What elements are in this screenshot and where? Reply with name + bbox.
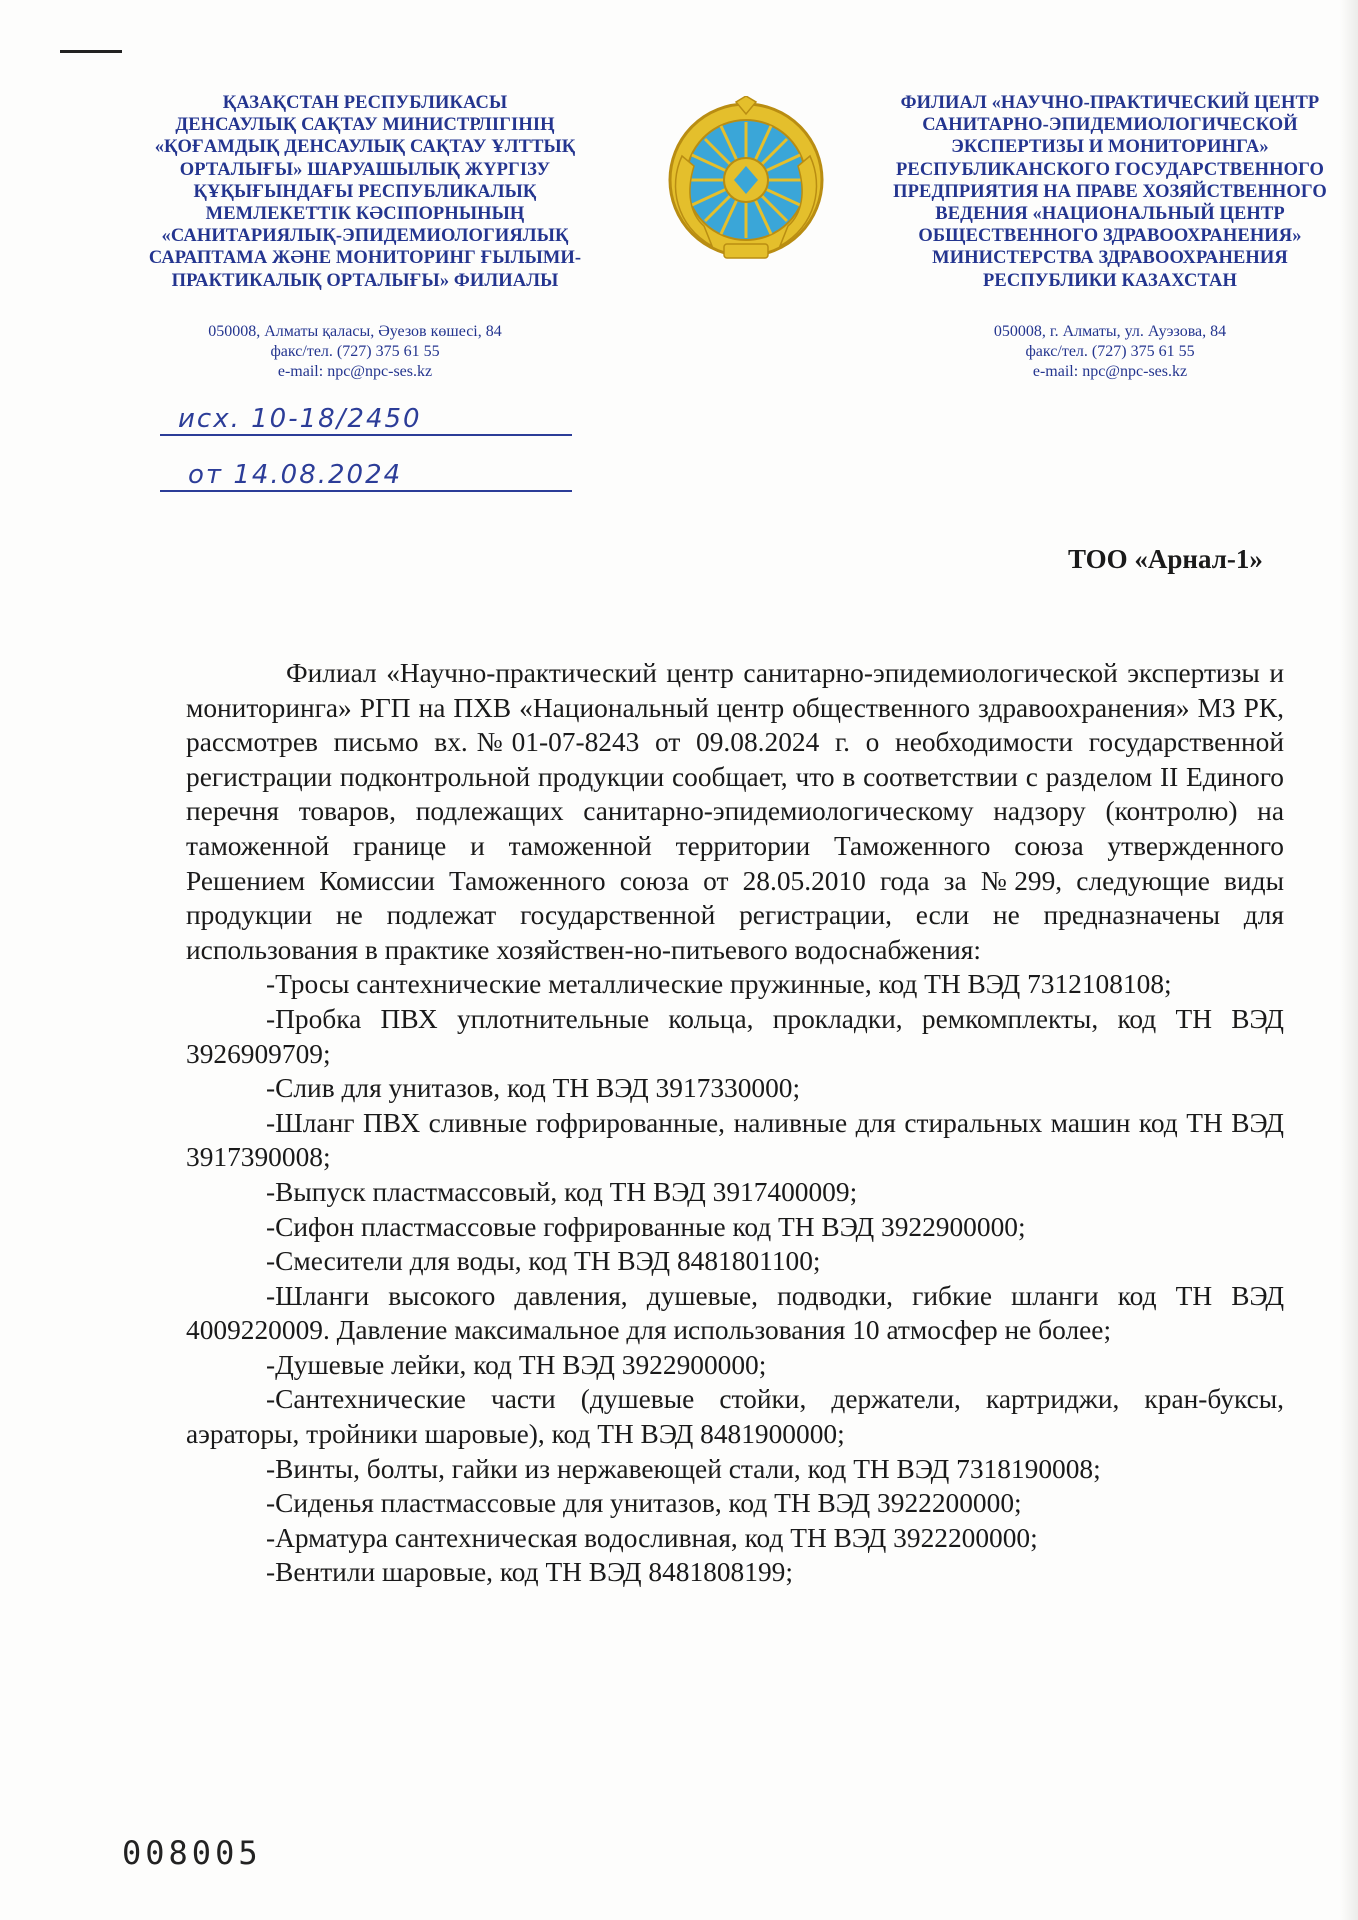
list-item: -Тросы сантехнические металлические пружинные, код ТН ВЭД 7312108108; bbox=[266, 969, 1172, 1000]
list-item: -Слив для унитазов, код ТН ВЭД 3917330000; bbox=[266, 1073, 801, 1104]
header-left-line: МЕМЛЕКЕТТІК КӘСІПОРНЫНЫҢ bbox=[205, 204, 525, 225]
address-left-phone: факс/тел. (727) 375 61 55 bbox=[270, 343, 440, 360]
outgoing-number: исх. 10-18/2450 bbox=[178, 404, 422, 434]
list-item: -Шланг ПВХ сливные гофрированные, наливные для стиральных машин код ТН ВЭД 3917390008; bbox=[186, 1107, 1284, 1173]
header-left-line: ПРАКТИКАЛЫҚ ОРТАЛЫҒЫ» ФИЛИАЛЫ bbox=[171, 270, 559, 291]
list-item: -Сифон пластмассовые гофрированные код ТН ВЭД 3922900000; bbox=[266, 1211, 1026, 1242]
list-item: -Выпуск пластмассовый, код ТН ВЭД 3917400009; bbox=[266, 1176, 858, 1207]
address-right-email: e-mail: npc@npc-ses.kz bbox=[1032, 363, 1188, 380]
scan-edge-shadow bbox=[1340, 0, 1358, 1920]
list-item: -Сиденья пластмассовые для унитазов, код ТН ВЭД 3922200000; bbox=[266, 1488, 1022, 1519]
top-mark bbox=[60, 50, 122, 53]
list-item: -Арматура сантехническая водосливная, код ТН ВЭД 3922200000; bbox=[266, 1522, 1038, 1553]
header-right-line: РЕСПУБЛИКАНСКОГО ГОСУДАРСТВЕННОГО bbox=[895, 159, 1324, 180]
list-item: -Смесители для воды, код ТН ВЭД 8481801100; bbox=[266, 1246, 821, 1277]
header-right-line: ЭКСПЕРТИЗЫ И МОНИТОРИНГА» bbox=[951, 137, 1269, 158]
header-right-line: ФИЛИАЛ «НАУЧНО-ПРАКТИЧЕСКИЙ ЦЕНТР bbox=[900, 93, 1320, 113]
header-right-line: РЕСПУБЛИКИ КАЗАХСТАН bbox=[983, 270, 1237, 291]
header-right-line: ПРЕДПРИЯТИЯ НА ПРАВЕ ХОЗЯЙСТВЕННОГО bbox=[893, 181, 1327, 202]
list-item: -Пробка ПВХ уплотнительные кольца, прокладки, ремкомплекты, код ТН ВЭД 3926909709; bbox=[186, 1003, 1284, 1069]
address-right-phone: факс/тел. (727) 375 61 55 bbox=[1025, 343, 1195, 360]
header-left-line: «САНИТАРИЯЛЫҚ-ЭПИДЕМИОЛОГИЯЛЫҚ bbox=[161, 226, 569, 247]
outgoing-number-line bbox=[160, 434, 572, 436]
header-left-line: САРАПТАМА ЖӘНЕ МОНИТОРИНГ ҒЫЛЫМИ- bbox=[148, 248, 582, 269]
header-right-line: САНИТАРНО-ЭПИДЕМИОЛОГИЧЕСКОЙ bbox=[922, 115, 1298, 136]
letter-body bbox=[186, 656, 1284, 1590]
header-left bbox=[130, 92, 600, 292]
header-right bbox=[870, 92, 1350, 292]
header-left-line: ДЕНСАУЛЫҚ САҚТАУ МИНИСТРЛІГІНІҢ bbox=[175, 115, 555, 136]
outgoing-date: от 14.08.2024 bbox=[188, 460, 403, 490]
header-right-line: ОБЩЕСТВЕННОГО ЗДРАВООХРАНЕНИЯ» bbox=[918, 226, 1302, 247]
address-right bbox=[900, 322, 1320, 382]
address-left-email: e-mail: npc@npc-ses.kz bbox=[277, 363, 433, 380]
header-left-line: «ҚОҒАМДЫҚ ДЕНСАУЛЫҚ САҚТАУ ҰЛТТЫҚ bbox=[154, 137, 576, 158]
page-stamp-number: 008005 bbox=[122, 1834, 262, 1872]
header-right-line: МИНИСТЕРСТВА ЗДРАВООХРАНЕНИЯ bbox=[932, 248, 1288, 269]
intro-paragraph: Филиал «Научно-практический центр санитарно-эпидемиологической экспертизы и мониторинга» РГП на ПХВ «Национальный центр общественного здравоохранения» МЗ РК, рассмотрев письмо вх.№01-07-8243 от 09.08.2024 г. о необходимости государственной регистрации подконтрольной продукции сообщает, что в соответствии с разделом II Единого перечня товаров, подлежащих санитарно-эпидемиологическому надзору (контролю) на таможенной границе и таможенной территории Таможенного союза утвержденного Решением Комиссии Таможенного союза от 28.05.2010 года за №299, следующие виды продукции не подлежат государственной регистрации, если не предназначены для использования в практике хозяйствен-но-питьевого водоснабжения: bbox=[186, 658, 1284, 965]
address-left bbox=[150, 322, 560, 382]
header-left-line: ҚАЗАҚСТАН РЕСПУБЛИКАСЫ bbox=[222, 93, 508, 113]
outgoing-date-line bbox=[160, 490, 572, 492]
list-item: -Винты, болты, гайки из нержавеющей стали, код ТН ВЭД 7318190008; bbox=[266, 1453, 1101, 1484]
header-left-line: ҚҰҚЫҒЫНДАҒЫ РЕСПУБЛИКАЛЫҚ bbox=[193, 181, 537, 202]
address-left-street: 050008, Алматы қаласы, Әуезов көшесі, 84 bbox=[208, 323, 502, 340]
recipient: ТОО «Арнал-1» bbox=[1068, 544, 1263, 574]
list-item: -Шланги высокого давления, душевые, подводки, гибкие шланги код ТН ВЭД 4009220009. Давление максимальное для использования 10 атмосфер не более; bbox=[186, 1280, 1284, 1346]
list-item: -Душевые лейки, код ТН ВЭД 3922900000; bbox=[266, 1349, 767, 1380]
header-right-line: ВЕДЕНИЯ «НАЦИОНАЛЬНЫЙ ЦЕНТР bbox=[935, 204, 1285, 225]
list-item: -Вентили шаровые, код ТН ВЭД 8481808199; bbox=[266, 1557, 793, 1588]
list-item: -Сантехнические части (душевые стойки, держатели, картриджи, кран-буксы, аэраторы, тройники шаровые), код ТН ВЭД 8481900000; bbox=[186, 1384, 1284, 1450]
state-emblem-icon bbox=[664, 96, 828, 264]
address-right-street: 050008, г. Алматы, ул. Ауэзова, 84 bbox=[993, 323, 1227, 340]
header-left-line: ОРТАЛЫҒЫ» ШАРУАШЫЛЫҚ ЖҮРГІЗУ bbox=[179, 159, 551, 180]
